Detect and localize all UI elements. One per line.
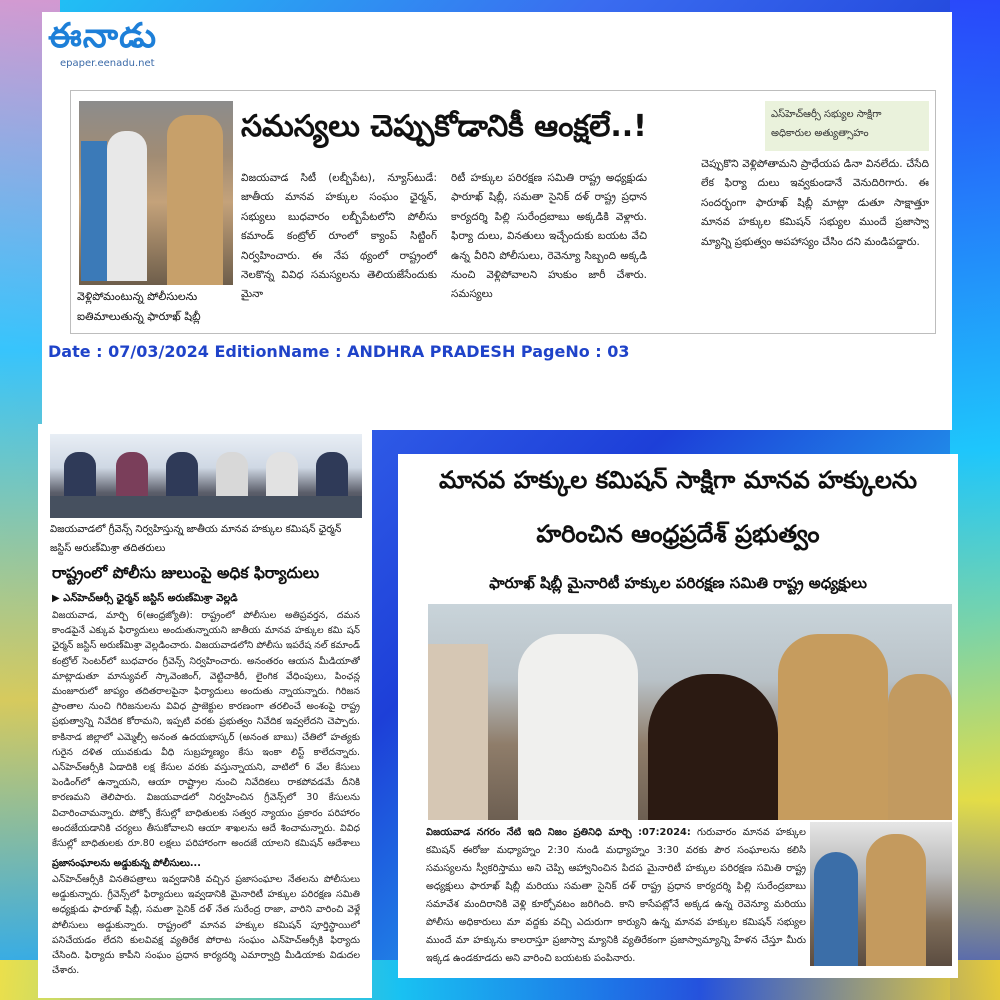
section-subheading: ప్రజాసంఘాలను అడ్డుకున్న పోలీసులు... bbox=[52, 858, 201, 869]
eenadu-logo bbox=[48, 16, 198, 69]
headline-line-2: హరించిన ఆంధ్రప్రదేశ్ ప్రభుత్వం bbox=[536, 520, 820, 548]
edition-date-line: Date : 07/03/2024 EditionName : ANDHRA PRADESH PageNo : 03 bbox=[48, 342, 630, 361]
subheadline: ▶ ఎన్‌హెచ్‌ఆర్సీ ఛైర్మన్ జస్టిస్ అరుణ్‌మిశ్రా వెల్లడి bbox=[52, 593, 238, 604]
subheadline: ఫారూఖ్ షిబ్లీ మైనారిటీ హక్కుల పరిరక్షణ సమితి రాష్ట్ర అధ్యక్షులు bbox=[489, 574, 867, 592]
headline: సమస్యలు చెప్పుకోడానికీ ఆంక్షలే..! bbox=[241, 109, 647, 144]
article-body bbox=[426, 824, 806, 974]
side-strapline: ఎస్‌హెచ్‌ఆర్సీ సభ్యుల సాక్షిగా అధికారుల అత్యుత్సాహం bbox=[765, 101, 929, 151]
photo-caption: విజయవాడలో గ్రీవెన్స్ నిర్వహిస్తున్న జాతీయ మానవ హక్కుల కమిషన్ ఛైర్మన్ జస్టిస్ అరుణ్‌మిశ్రా తదితరులు bbox=[50, 524, 342, 554]
article-body-2: ఎన్‌హెచ్‌ఆర్సీకి వినతిపత్రాలు ఇవ్వడానికి వచ్చిన ప్రజాసంఘాల నేతలను పోలీసులు అడ్డుకున్నారు. గ్రీవెన్స్‌లో ఫిర్యాదులు ఇవ్వడానికి మైనారిటీ హక్కుల పరిరక్షణ సమితి అధ్యక్షుడు ఫారూఖ్ షిబ్లీ, సమతా సైనిక్ దళ్ నేత సురేంద్ర రాజా, వారిని వారించి వెళ్లే పోలీసులు అడ్డుకున్నారు. రాష్ట్రంలో మానవ హక్కుల కమిషన్ పూర్తిస్థాయిలో పనిచేయడం లేదని కులవివక్ష వ్యతిరేక పోరాట సంఘం ఎన్‌హెచ్‌ఆర్సీకి ఫిర్యాదు చేసింది. ఫిర్యాదు కాపీని సంఘం ప్రధాన కార్యదర్శి ఎమార్వాద్రి మీడియాకు విడుదల చేశారు. bbox=[52, 874, 360, 977]
eenadu-clipping bbox=[42, 12, 952, 430]
andhrajyothy-clipping bbox=[38, 424, 372, 998]
dateline: విజయవాడ నగరం నేటి ఇది నిజం ప్రతినిధి మార్చి :07:2024: bbox=[426, 827, 691, 838]
police-photo bbox=[79, 101, 233, 285]
photo-caption: వెళ్లిపోమంటున్న పోలీసులను ఐతిమాలుతున్న ఫారూఖ్ షిబ్లీ bbox=[77, 290, 201, 323]
secondary-photo bbox=[810, 822, 952, 966]
idi-nijam-clipping bbox=[398, 454, 958, 978]
headline-line-1: మానవ హక్కుల కమిషన్ సాక్షిగా మానవ హక్కులను bbox=[438, 466, 918, 494]
nhrc-panel-photo bbox=[50, 434, 362, 518]
article-column-3: చెప్పుకొని వెళ్లిపోతామని ప్రాధేయప డినా వినలేదు. చేసేది లేక ఫిర్యా దులు ఇవ్వకుండానే వెనుదిరిగారు. ఈ సందర్భంగా ఫారూఖ్ షిబ్లీ మాట్లా డుతూ సాక్షాత్తూ మానవ హక్కుల కమిషన్ సభ్యుల ముందే ప్రజాస్వా మ్యాన్ని ప్రభుత్వం అపహాస్యం చేసిం దని మండిపడ్డారు. bbox=[701, 158, 929, 248]
article-column-2: రిటీ హక్కుల పరిరక్షణ సమితి రాష్ట్ర అధ్యక్షుడు ఫారూఖ్ షిబ్లీ, సమతా సైనిక్ దళ్ రాష్ట్ర ప్రధాన కార్యదర్శి పిల్లి సురేంద్రబాబు అక్కడికి వెళ్లారు. ఫిర్యా దులు, వినతులు ఇచ్చేందుకు బయట వేచి ఉన్న వీరిని పోలీసులు, రెవెన్యూ సిబ్బంది అక్కడి నుంచి వెళ్లిపోవాలని హుకుం జారీ చేశారు. సమస్యలు bbox=[451, 172, 647, 301]
headline: రాష్ట్రంలో పోలీసు జులుంపై అధిక ఫిర్యాదులు bbox=[52, 564, 320, 582]
article-body: విజయవాడ, మార్చి 6(ఆంధ్రజ్యోతి): రాష్ట్రంలో పోలీసుల అతిప్రవర్తన, దమన కాండపైనే ఎక్కువ ఫిర్యాదులు అందుతున్నాయని జాతీయ మానవ హక్కుల కమి షన్ ఛైర్మన్ జస్టిస్ అరుణ్‌మిశ్రా వెల్లడించారు. విజయవాడలోని పోలీసు ఇపరేష నల్ కమాండ్ కంట్రోల్ సెంటర్‌లో బుధవారం గ్రీవెన్స్ నిర్వహించారు. అనంతరం ఆయన మీడియాతో మాట్లాడుతూ మాన్యువల్ స్కావెంజింగ్, వెట్టిచాకిరీ, లైంగిక వేధింపులు, పింఛన్ల మంజూరులో జాప్యం తదితరాలపైనా ఫిర్యాదులు అందుతు న్నాయన్నారు. గిరిజన ప్రాంతాల నుంచి గిరిజనులను వివిధ ప్రాజెక్టుల కారణంగా తరలించే అంశంపై రాష్ట్ర ప్రభుత్వాన్ని నివేదిక కోరామని, ఇప్పటి వరకు ప్రభుత్వం నివేదిక ఇవ్వలేదని చెప్పారు. కాకినాడ జిల్లాలో ఎమ్మెల్సీ అనంత ఉదయభాస్కర్ (అనంత బాబు) చేతిలో హత్యకు గురైన దళిత యువకుడు వీధి సుబ్రహ్మణ్యం కేసు ఇంకా లిస్ట్ కాలేదన్నారు. ఎన్‌హెచ్‌ఆర్సీకి ఏడాదికి లక్ష కేసుల వరకు వస్తున్నాయని, వాటిలో 6 వేల కేసులు పెండింగ్‌లో ఉన్నాయని, ఆయా రాష్ట్రాల నుంచి నివేదికలు రాకపోవడమే దీనికి కారణమని తెలిపారు. విజయవాడలో నిర్వహించిన గ్రీవెన్స్‌లో 30 కేసులను విచారించామన్నారు. పోక్సో కేసుల్లో బాధితులకు సత్వర న్యాయం ప్రకారం పరిహారం అందజేయడానికి చర్యలు తీసుకోవాలని ఆయా శాఖలను ఆదే శించామన్నారు. వివిధ కేసుల్లో బాధితులకు రూ.80 లక్షలు పరిహారంగా అందజే యాలని కమిషన్ ఆదేశాలు bbox=[52, 610, 360, 850]
logo-text: ఈనాడు bbox=[48, 16, 158, 56]
article-box bbox=[70, 90, 936, 334]
article-text: గురువారం మానవ హక్కుల కమిషన్ ఈరోజు మధ్యాహ్నం 2:30 నుండి మధ్యాహ్నం 3:30 వరకు పౌర సంఘాలను కలిసి సమస్యలను స్వీకరిస్తాము అని చెప్పి ఆహ్వానించిన పిదప మైనారిటీ హక్కుల పరిరక్షణ సమితి రాష్ట్ర అధ్యక్షులు ఫారూఖ్ షిబ్లీ మరియు సమతా సైనిక్ దళ్ రాష్ట్ర ప్రధాన కార్యదర్శి పిల్లి సురేంద్రబాబు సమావేశ మందిరానికి వెళ్లి కూర్చోవటం జరిగింది. కాని కాసేపట్లోనే అక్కడ ఉన్న రెవెన్యూ మరియు పోలీసు అధికారులు మా వద్దకు వచ్చి ఎదురుగా కార్యుని ఉన్న మానవ హక్కుల కమిషన్ సభ్యుల ముందే మా హక్కును కాలరాస్తూ ప్రజాస్వా మ్యానికి వ్యతిరేకంగా ప్రజాస్వామ్యాన్ని హేళన చేస్తూ మీరు ఇక్కడ ఉండకూడదు అని వారించి బయటకు పంపినారు. bbox=[426, 827, 806, 964]
article-column-1: విజయవాడ సిటీ (లబ్బీపేట), న్యూస్‌టుడే: జాతీయ మానవ హక్కుల సంఘం ఛైర్మన్, సభ్యులు బుధవారం లబ్బీపేటలోని పోలీసు కమాండ్ కంట్రోల్ రూంలో క్యాంప్ సిట్టింగ్ నిర్వహించారు. ఈ నేప థ్యంలో రాష్ట్రంలో నెలకొన్న వివిధ సమస్యలను తెలియజేసేందుకు మైనా bbox=[241, 172, 437, 301]
logo-url: epaper.eenadu.net bbox=[60, 58, 155, 69]
main-photo bbox=[428, 604, 952, 820]
